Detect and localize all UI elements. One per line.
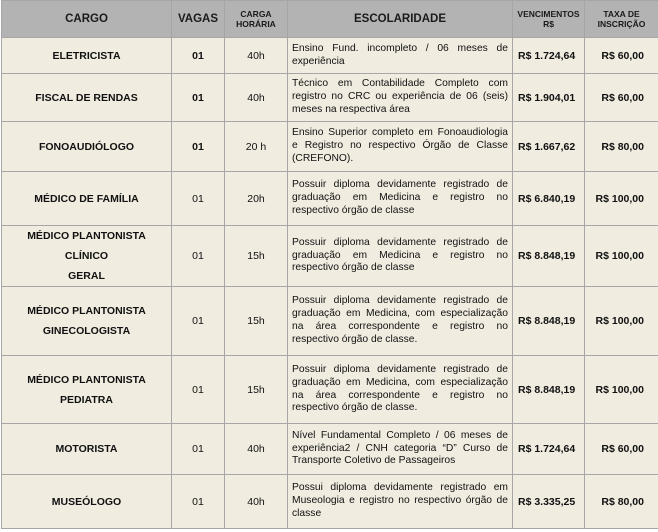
vagas-cell: 01 (172, 38, 225, 74)
cargo-line1: MÉDICO PLANTONISTA (27, 373, 146, 386)
carga-cell: 40h (225, 38, 288, 74)
header-vencimentos (513, 1, 585, 38)
vagas-cell: 01 (172, 424, 225, 475)
escolaridade-cell: Nível Fundamental Completo / 06 meses de experiência2 / CNH categoria “D” Curso de Transporte Coletivo de Passageiros (288, 424, 513, 475)
cargo-line1: ELETRICISTA (52, 49, 121, 62)
cargo-line1: MÉDICO PLANTONISTA CLÍNICO (27, 230, 146, 262)
escolaridade-cell: Possuir diploma devidamente registrado de graduação em Medicina, com especialização na área correspondente e registro no respectivo órgão de classe. (288, 356, 513, 424)
table-row (2, 424, 658, 475)
escolaridade-cell: Técnico em Contabilidade Completo com registro no CRC ou experiência de 06 (seis) meses na respectiva área (288, 74, 513, 122)
taxa-cell: R$ 60,00 (585, 38, 658, 74)
escolaridade-cell: Ensino Fund. incompleto / 06 meses de experiência (288, 38, 513, 74)
header-taxa (585, 1, 658, 38)
taxa-cell: R$ 100,00 (585, 356, 658, 424)
vencimento-cell: R$ 8.848,19 (513, 226, 585, 287)
cargo-cell (2, 74, 172, 122)
cargo-line2: PEDIATRA (60, 393, 113, 406)
taxa-cell: R$ 60,00 (585, 74, 658, 122)
table-row (2, 475, 658, 529)
vagas-cell: 01 (172, 356, 225, 424)
cargo-line2: GINECOLOGISTA (42, 325, 131, 337)
header-carga-line1: CARGA (240, 9, 272, 19)
vencimento-cell: R$ 3.335,25 (513, 475, 585, 529)
cargo-line1: MUSEÓLOGO (51, 495, 122, 508)
carga-cell: 15h (225, 226, 288, 287)
header-vagas: VAGAS (172, 1, 225, 38)
vagas-cell: 01 (172, 122, 225, 172)
cargo-cell (2, 475, 172, 529)
cargo-line1: MOTORISTA (55, 443, 118, 455)
escolaridade-cell: Possuir diploma devidamente registrado de graduação em Medicina, com especialização na área correspondente e registro no respectivo órgão de classe. (288, 287, 513, 356)
cargo-line1: FISCAL DE RENDAS (35, 91, 138, 104)
cargo-line1: FONOAUDIÓLOGO (38, 140, 135, 153)
escolaridade-cell: Possuir diploma devidamente registrado de graduação em Medicina e registro no respectivo órgão de classe (288, 172, 513, 226)
escolaridade-cell: Possui diploma devidamente registrado em Museologia e registro no respectivo órgão de classe (288, 475, 513, 529)
header-row (2, 1, 658, 38)
carga-cell: 40h (225, 424, 288, 475)
table-row (2, 38, 658, 74)
taxa-cell: R$ 80,00 (585, 475, 658, 529)
carga-cell: 20h (225, 172, 288, 226)
header-cargo: CARGO (2, 1, 172, 38)
vagas-cell: 01 (172, 74, 225, 122)
header-carga-line2: HORÁRIA (236, 19, 276, 29)
vencimento-cell: R$ 1.724,64 (513, 38, 585, 74)
taxa-cell: R$ 80,00 (585, 122, 658, 172)
vencimento-cell: R$ 8.848,19 (513, 356, 585, 424)
carga-cell: 20 h (225, 122, 288, 172)
header-venc-line2: R$ (543, 19, 554, 29)
cargo-cell (2, 287, 172, 356)
cargo-cell (2, 122, 172, 172)
carga-cell: 40h (225, 475, 288, 529)
table-row (2, 74, 658, 122)
escolaridade-cell: Ensino Superior completo em Fonoaudiologia e Registro no respectivo Órgão de Classe (CREFONO). (288, 122, 513, 172)
vencimento-cell: R$ 6.840,19 (513, 172, 585, 226)
cargo-cell (2, 424, 172, 475)
table-row (2, 287, 658, 356)
table-row (2, 172, 658, 226)
cargo-cell (2, 226, 172, 287)
vagas-cell: 01 (172, 226, 225, 287)
header-taxa-line2: INSCRIÇÃO (597, 19, 646, 29)
header-carga-horaria (225, 1, 288, 38)
cargo-cell (2, 356, 172, 424)
vencimento-cell: R$ 1.904,01 (513, 74, 585, 122)
cargo-line1: MÉDICO DE FAMÍLIA (34, 192, 139, 205)
taxa-cell: R$ 100,00 (585, 172, 658, 226)
table-row (2, 122, 658, 172)
carga-cell: 15h (225, 356, 288, 424)
cargo-cell (2, 38, 172, 74)
taxa-cell: R$ 100,00 (585, 287, 658, 356)
header-escolaridade: ESCOLARIDADE (288, 1, 513, 38)
vagas-cell: 01 (172, 172, 225, 226)
vagas-cell: 01 (172, 475, 225, 529)
table-row (2, 356, 658, 424)
taxa-cell: R$ 100,00 (585, 226, 658, 287)
table-row (2, 226, 658, 287)
cargos-table (1, 0, 658, 529)
carga-cell: 15h (225, 287, 288, 356)
header-venc-line1: VENCIMENTOS (517, 9, 580, 19)
vencimento-cell: R$ 1.667,62 (513, 122, 585, 172)
taxa-cell: R$ 60,00 (585, 424, 658, 475)
vagas-cell: 01 (172, 287, 225, 356)
escolaridade-cell: Possuir diploma devidamente registrado de graduação em Medicina e registro no respectivo órgão de classe (288, 226, 513, 287)
vencimento-cell: R$ 8.848,19 (513, 287, 585, 356)
header-taxa-line1: TAXA DE (603, 9, 640, 19)
carga-cell: 40h (225, 74, 288, 122)
vencimento-cell: R$ 1.724,64 (513, 424, 585, 475)
cargo-line1: MÉDICO PLANTONISTA (27, 305, 146, 317)
cargo-line2: GERAL (68, 270, 105, 282)
cargo-cell (2, 172, 172, 226)
